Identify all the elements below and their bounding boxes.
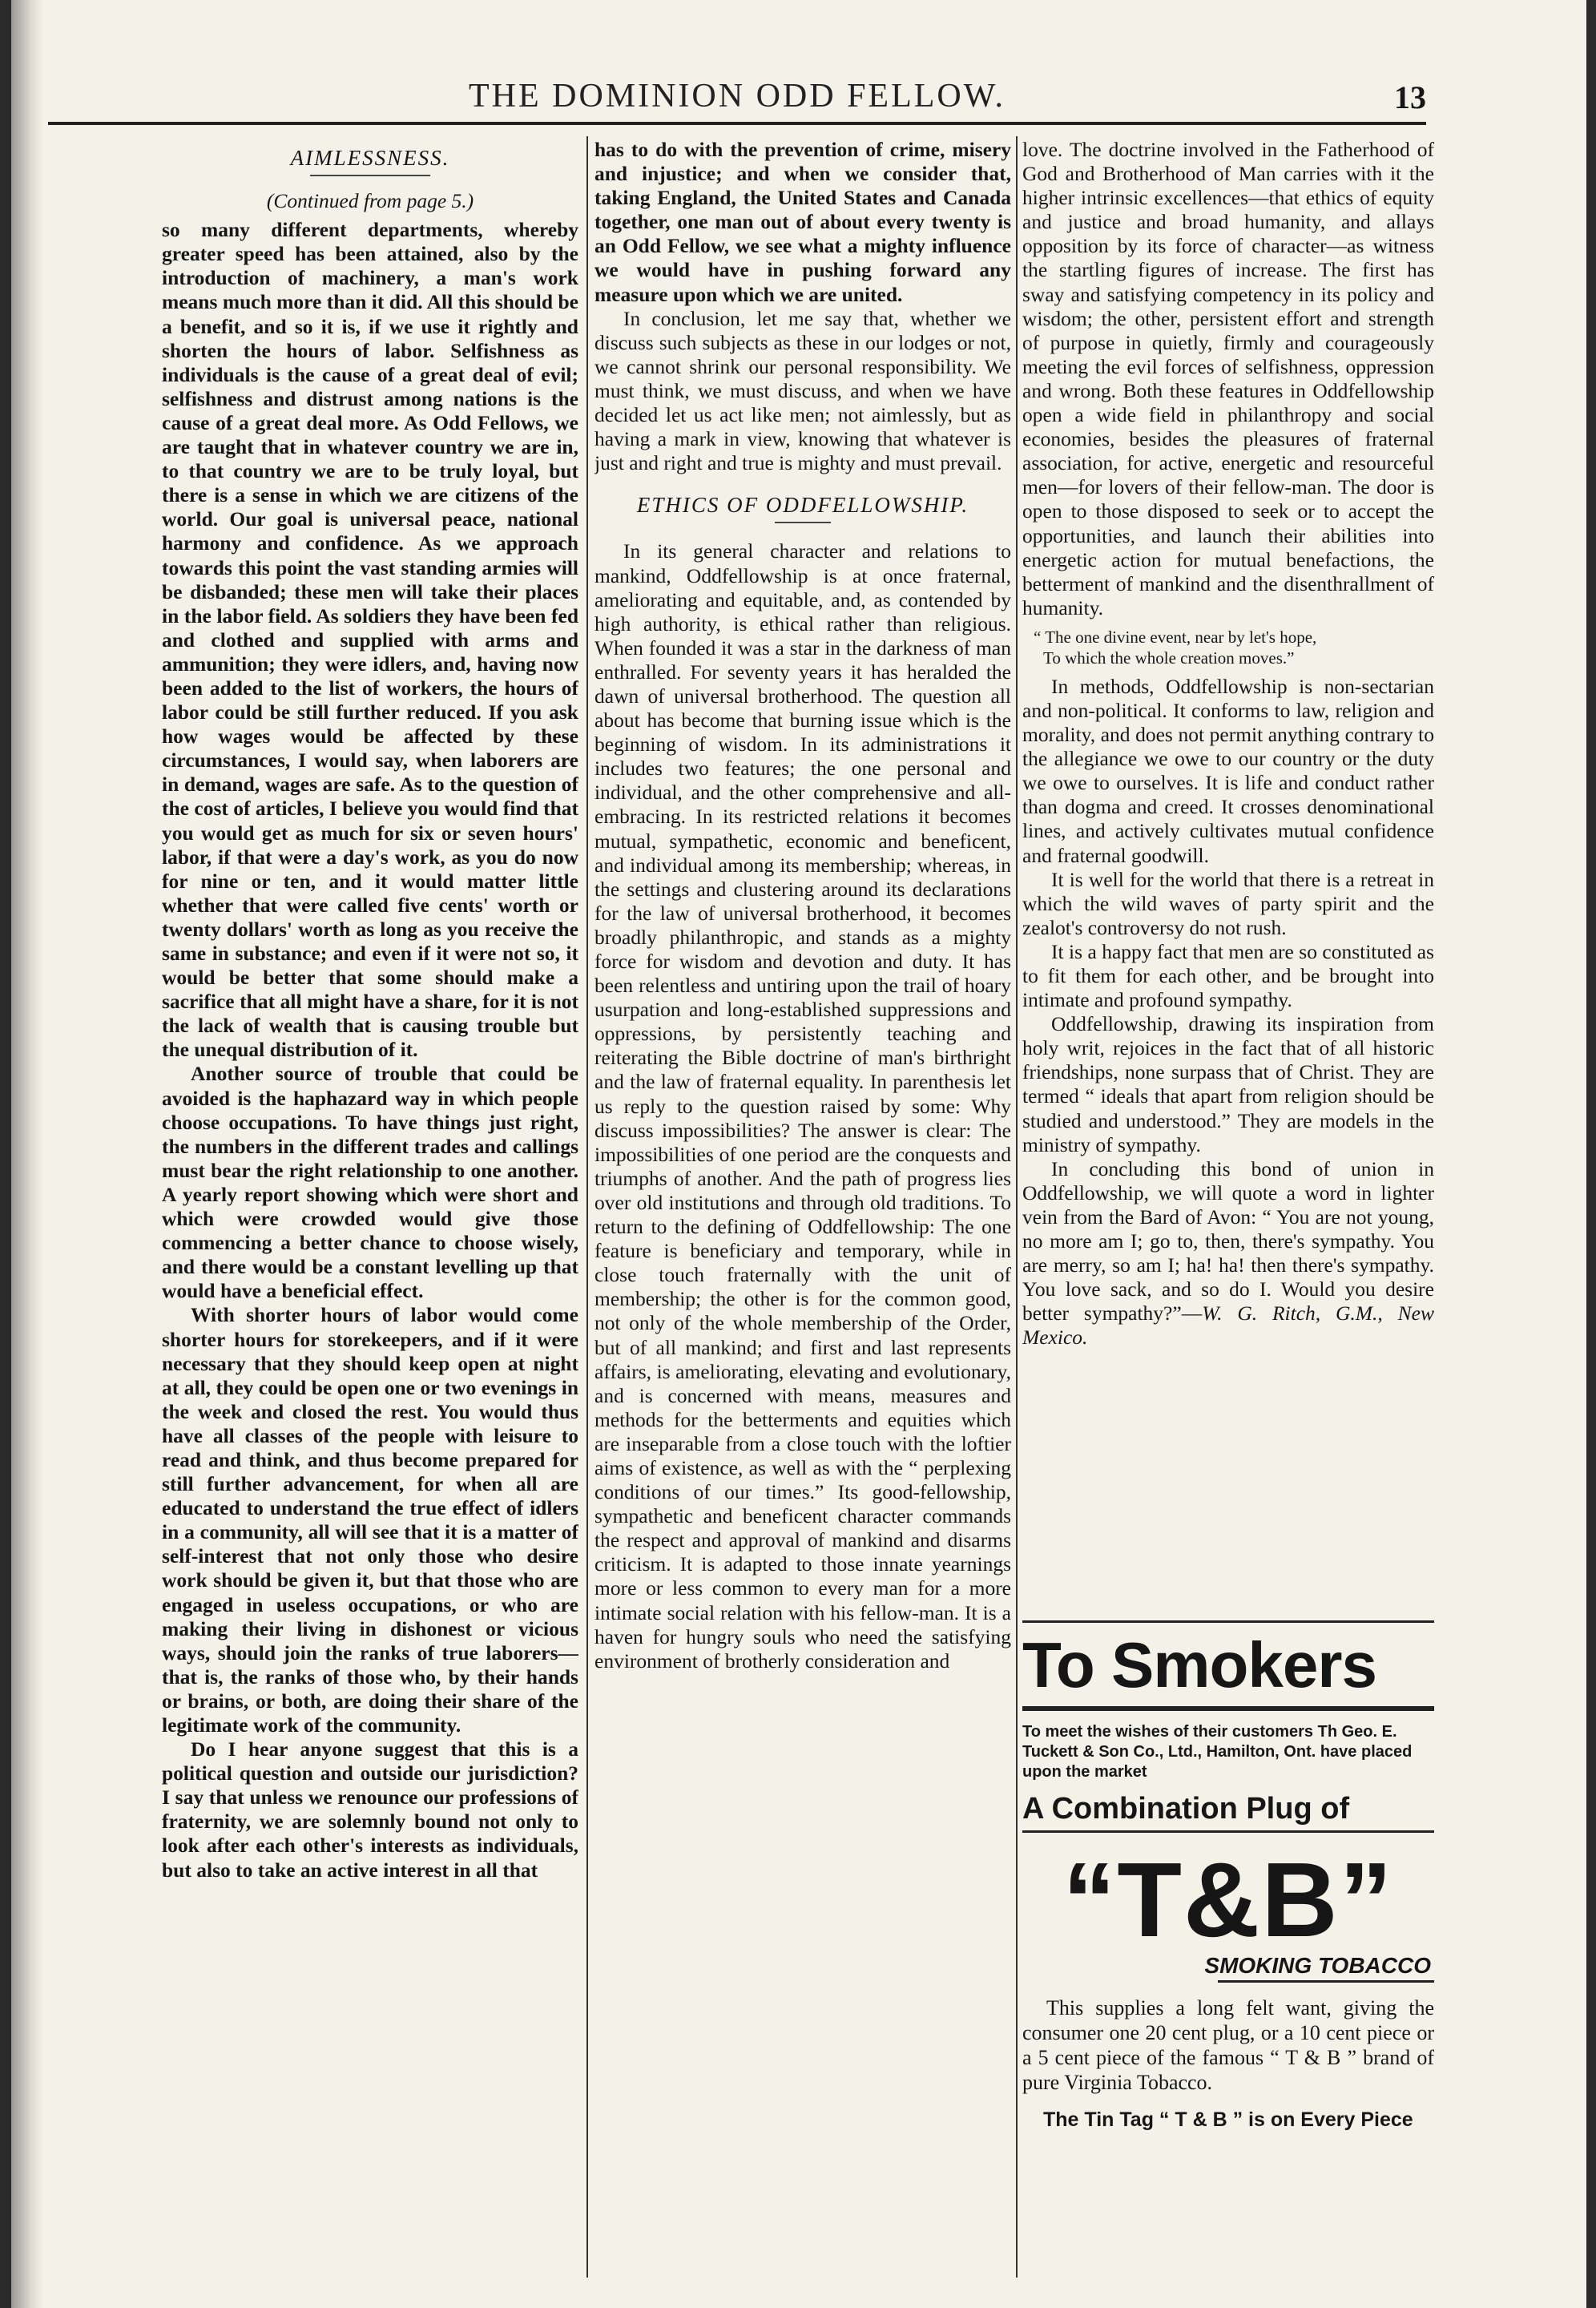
binding-shadow xyxy=(11,0,43,2308)
ad-headline-rule xyxy=(1022,1706,1434,1711)
article-paragraph: has to do with the prevention of crime, misery and injustice; and when we consider that, taking England, the United States and Canada together, one man out of about every twenty is an Odd Fellow, we see what a mighty influence we would have in pushing forward any measure upon which we are united. xyxy=(594,138,1011,306)
ad-combination-rule xyxy=(1022,1830,1434,1833)
title-rule xyxy=(775,522,831,523)
article-paragraph xyxy=(1022,1157,1434,1350)
article-paragraph: In its general character and relations to mankind, Oddfellowship is at once fraternal, ameliorating and equitable, and, as contended by high authority, is ethical rather than religious. When founded it was a star in the darkness of man enthralled. For seventy years it has heralded the dawn of universal brotherhood. The question all about has become that burning issue which is the beginning of wisdom. In its administrations it includes two features; the one personal and individual, and the other comprehensive and all-embracing. In its restricted relations it becomes mutual, sympathetic, economic and beneficent, and individual among its membership; whereas, in the settings and clustering around its declarations for the law of universal brotherhood, it becomes broadly philanthropic, and stands as a mighty force for wisdom and devotion and duty. It has been relentless and untiring upon the trail of hoary usurpation and long-established suppressions and oppressions, by persistently teaching and reiterating the Bible doctrine of man's birthright and the law of fraternal equality. In parenthesis let us reply to the question raised by some: Why discuss impossibilities? The answer is clear: The impossibilities of one period are the conquests and triumphs of another. And the path of progress lies over old institutions and through old traditions. To return to the defining of Oddfellowship: The one feature is beneficiary and temporary, while in close touch fraternally with the unit of membership; the other is for the common good, not only of the whole membership of the Order, but of all mankind; and first and last represents affairs, is ameliorating, elevating and evolutionary, and is concerned with means, measures and methods for the betterments and equities which are inseparable from a close touch with the loftier aims of existence, as well as with the “ perplexing conditions of our times.” Its good-fellowship, sympathetic and beneficent character commands the respect and approval of mankind and disarms criticism. It is adapted to those innate yearnings more or less common to every man for a more intimate social relation with his fellow-man. It is a haven for hungry souls who need the satisfying environment of brotherly consideration and xyxy=(594,539,1011,1672)
article-paragraph: love. The doctrine involved in the Fatherhood of God and Brotherhood of Man carries with it the higher intrinsic excellences—that ethics of equity and justice and broad humanity, and allays opposition by its force of character—as witness the startling figures of increase. The first has sway and satisfying competency in its policy and wisdom; the other, persistent effort and strength of purpose in quietly, firmly and courageously meeting the evil forces of selfishness, oppression and wrong. Both these features in Oddfellowship open a wide field in philanthropy and social economies, besides the pleasures of fraternal association, for active, energetic and resourceful men—for lovers of their fellow-man. The door is open to those disposed to seek or to accept the opportunities, and launch their abilities into energetic action for mutual benefactions, the betterment of mankind and the disenthrallment of humanity. xyxy=(1022,138,1434,619)
article-paragraph: Another source of trouble that could be avoided is the haphazard way in which people choose occupations. To have things just right, the numbers in the different trades and callings must bear the right relationship to one another. A yearly report showing which were short and which were crowded would give those commencing a better chance to choose wisely, and there would be a constant levelling up that would have a beneficial effect. xyxy=(162,1062,578,1303)
continued-note: (Continued from page 5.) xyxy=(266,189,474,213)
page-number: 13 xyxy=(1394,79,1426,115)
ad-tag: The Tin Tag “ T & B ” is on Every Piece xyxy=(1043,2108,1413,2131)
article-signature: W. G. Ritch, G.M., New Mexico. xyxy=(1022,1301,1434,1350)
ad-body: This supplies a long felt want, giving the consumer one 20 cent plug, or a 10 cent piece or a 5 cent piece of the famous “ T & B ” brand of pure Virginia Tobacco. xyxy=(1022,1996,1434,2094)
column-rule xyxy=(1016,136,1018,2278)
article-paragraph: Oddfellowship, drawing its inspiration from holy writ, rejoices in the fact that of all historic friendships, none surpass that of Christ. They are termed “ ideals that apart from religion should be studied and understood.” They are models in the ministry of sympathy. xyxy=(1022,1012,1434,1156)
tobacco-advertisement xyxy=(1022,1620,1434,2278)
article-title-aimlessness: AIMLESSNESS. xyxy=(290,146,450,170)
ad-combination: A Combination Plug of xyxy=(1022,1792,1350,1826)
article-paragraph: With shorter hours of labor would come shorter hours for storekeepers, and if it were necessary that they should keep open at night at all, they could be open one or two evenings in the week and closed the rest. You would thus have all classes of the people with leisure to read and think, and thus become prepared for still further advancement, for when all are educated to understand the true effect of idlers in a community, all will see that it is a matter of self-interest that not only those who desire work should be given it, but that those who are engaged in useless occupations, or who are making their living in dishonest or vicious ways, should join the ranks of true laborers—that is, the ranks of those who, by their hands or brains, or both, are doing their share of the legitimate work of the community. xyxy=(162,1303,578,1737)
ad-headline: To Smokers xyxy=(1022,1629,1376,1701)
article-paragraph: Do I hear anyone suggest that this is a political question and outside our jurisdiction? I say that unless we renounce our professions of fraternity, we are solemnly bound not only to look after each other's interests as individuals, but also to take an active interest in all that xyxy=(162,1737,578,1882)
article-paragraph-text: In concluding this bond of union in Oddfellowship, we will quote a word in lighter vein from the Bard of Avon: “ You are not young, no more am I; go to, then, there's sympathy. You are merry, so am I; ha! ha! then there's sympathy. You love sack, and so do I. Would you desire better sympathy?”— xyxy=(1022,1156,1434,1325)
article-paragraph: In methods, Oddfellowship is non-sectarian and non-political. It conforms to law, religion and morality, and does not permit anything contrary to the allegiance we owe to our country or the duty we owe to ourselves. It is life and conduct rather than dogma and creed. It crosses denominational lines, and actively cultivates mutual confidence and fraternal goodwill. xyxy=(1022,674,1434,867)
ad-intro: To meet the wishes of their customers Th Geo. E. Tuckett & Son Co., Ltd., Hamilton, Ont. have placed upon the market xyxy=(1022,1723,1413,1781)
article-paragraph: In conclusion, let me say that, whether we discuss such subjects as these in our lodges or not, we cannot shrink our personal responsibility. We must think, we must discuss, and when we have decided let us act like men; not aimlessly, but as having a mark in view, knowing that whatever is just and right and true is mighty and must prevail. xyxy=(594,306,1011,475)
ad-brand: “T&B” xyxy=(1062,1841,1394,1959)
header-rule xyxy=(48,122,1426,125)
quote-line: “ The one divine event, near by let's hope, xyxy=(1034,627,1317,647)
article-paragraph: It is well for the world that there is a retreat in which the wild waves of party spirit and the zealot's controversy do not rush. xyxy=(1022,867,1434,939)
ad-tobacco-label: SMOKING TOBACCO xyxy=(1204,1953,1431,1978)
article-paragraph: so many different departments, whereby greater speed has been attained, also by the introduction of machinery, a man's work means much more than it did. All this should be a benefit, and so it is, if we use it rightly and shorten the hours of labor. Selfishness as individuals is the cause of a great deal of evil; selfishness and distrust among nations is the cause of a great deal more. As Odd Fellows, we are taught that in whatever country we are in, to that country we are to be truly loyal, but there is a sense in which we are citizens of the world. Our goal is universal peace, national harmony and confidence. As we approach towards this point the vast standing armies will be disbanded; these men will take their places in the labor field. As soldiers they have been fed and clothed and supplied with arms and ammunition; they were idlers, and, having now been added to the list of workers, the hours of labor could be still further reduced. If you ask how wages would be affected by these circumstances, I would say, when laborers are in demand, wages are safe. As to the question of the cost of articles, I believe you would find that you would get as much for six or seven hours' labor, if that were a day's work, as you do now for nine or ten, and it would matter little whether that were called five cents' worth or twenty dollars' worth as long as you receive the same in substance; and even if it were not so, it would be better that some should make a sacrifice that all might have a share, for it is not the lack of wealth that is causing trouble but the unequal distribution of it. xyxy=(162,218,578,1062)
column-rule xyxy=(586,136,588,2278)
page-header xyxy=(48,77,1426,125)
ad-tobacco-rule xyxy=(1218,1980,1434,1983)
column-2 xyxy=(594,138,1011,2278)
title-rule xyxy=(310,175,430,176)
article-paragraph: It is a happy fact that men are so constituted as to fit them for each other, and be brought into intimate and profound sympathy. xyxy=(1022,939,1434,1012)
quote-line: To which the whole creation moves.” xyxy=(1043,648,1295,668)
running-title: THE DOMINION ODD FELLOW. xyxy=(468,78,1006,115)
article-title-ethics: ETHICS OF ODDFELLOWSHIP. xyxy=(636,493,969,518)
column-1 xyxy=(162,138,578,2278)
ad-top-rule xyxy=(1022,1620,1434,1623)
